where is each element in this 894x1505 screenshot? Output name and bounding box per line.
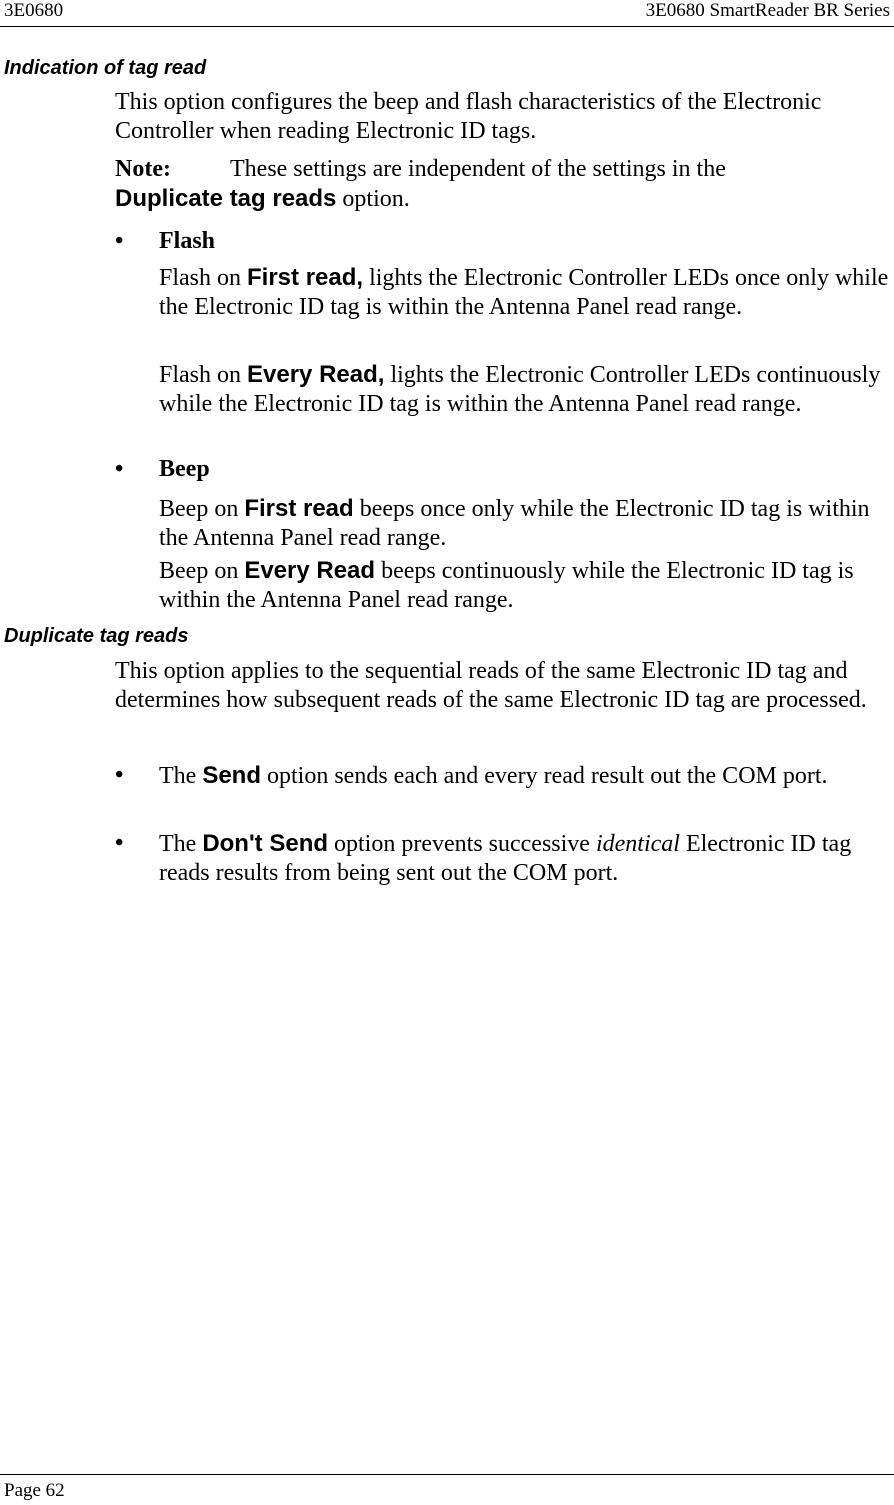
term-every-read: Every Read, <box>247 361 385 388</box>
term-dont-send: Don't Send <box>202 830 329 857</box>
flash-first-read-text: Flash on First read, lights the Electronic Controller LEDs once only while the Electronic ID tag is within the Antenna Panel read range. <box>159 264 889 320</box>
bullet-icon: • <box>115 228 124 254</box>
duplicate-intro: This option applies to the sequential reads of the same Electronic ID tag and determines how subsequent reads of the same Electronic ID tag are processed. <box>115 658 867 713</box>
term-every-read: Every Read <box>244 557 376 584</box>
note-paragraph <box>115 155 890 214</box>
page-footer <box>0 1474 894 1505</box>
bullet-icon: • <box>115 456 124 482</box>
term-send: Send <box>202 762 261 789</box>
section-heading-indication: Indication of tag read <box>4 57 207 79</box>
beep-first-read-text: Beep on First read beeps once only while the Electronic ID tag is within the Antenna Panel read range. <box>159 495 870 551</box>
page-header <box>0 0 894 27</box>
send-option-text: The Send option sends each and every read result out the COM port. <box>159 762 828 789</box>
note-text-end: option. <box>336 186 410 212</box>
indication-intro: This option configures the beep and flash characteristics of the Electronic Controller when reading Electronic ID tags. <box>115 89 822 144</box>
beep-every-read-text: Beep on Every Read beeps continuously while the Electronic ID tag is within the Antenna Panel read range. <box>159 557 854 613</box>
flash-title: Flash <box>159 228 216 254</box>
note-label: Note: <box>115 156 171 182</box>
flash-every-read-text: Flash on Every Read, lights the Electronic Controller LEDs continuously while the Electronic ID tag is within the Antenna Panel read range. <box>159 361 881 417</box>
bullet-icon: • <box>115 830 124 856</box>
page-number: Page 62 <box>4 1480 65 1501</box>
bullet-icon: • <box>115 762 124 788</box>
doc-series-title: 3E0680 SmartReader BR Series <box>645 0 890 21</box>
doc-code: 3E0680 <box>4 0 64 21</box>
term-first-read: First read, <box>247 264 364 291</box>
dont-send-option-text: The Don't Send option prevents successive identical Electronic ID tag reads results from being sent out the COM port. <box>159 830 852 886</box>
beep-title: Beep <box>159 456 210 482</box>
section-heading-duplicate: Duplicate tag reads <box>4 625 189 647</box>
term-first-read: First read <box>244 495 354 522</box>
note-text: These settings are independent of the settings in the <box>230 156 726 182</box>
emphasis-identical: identical <box>595 831 680 857</box>
note-reference: Duplicate tag reads <box>115 185 337 212</box>
